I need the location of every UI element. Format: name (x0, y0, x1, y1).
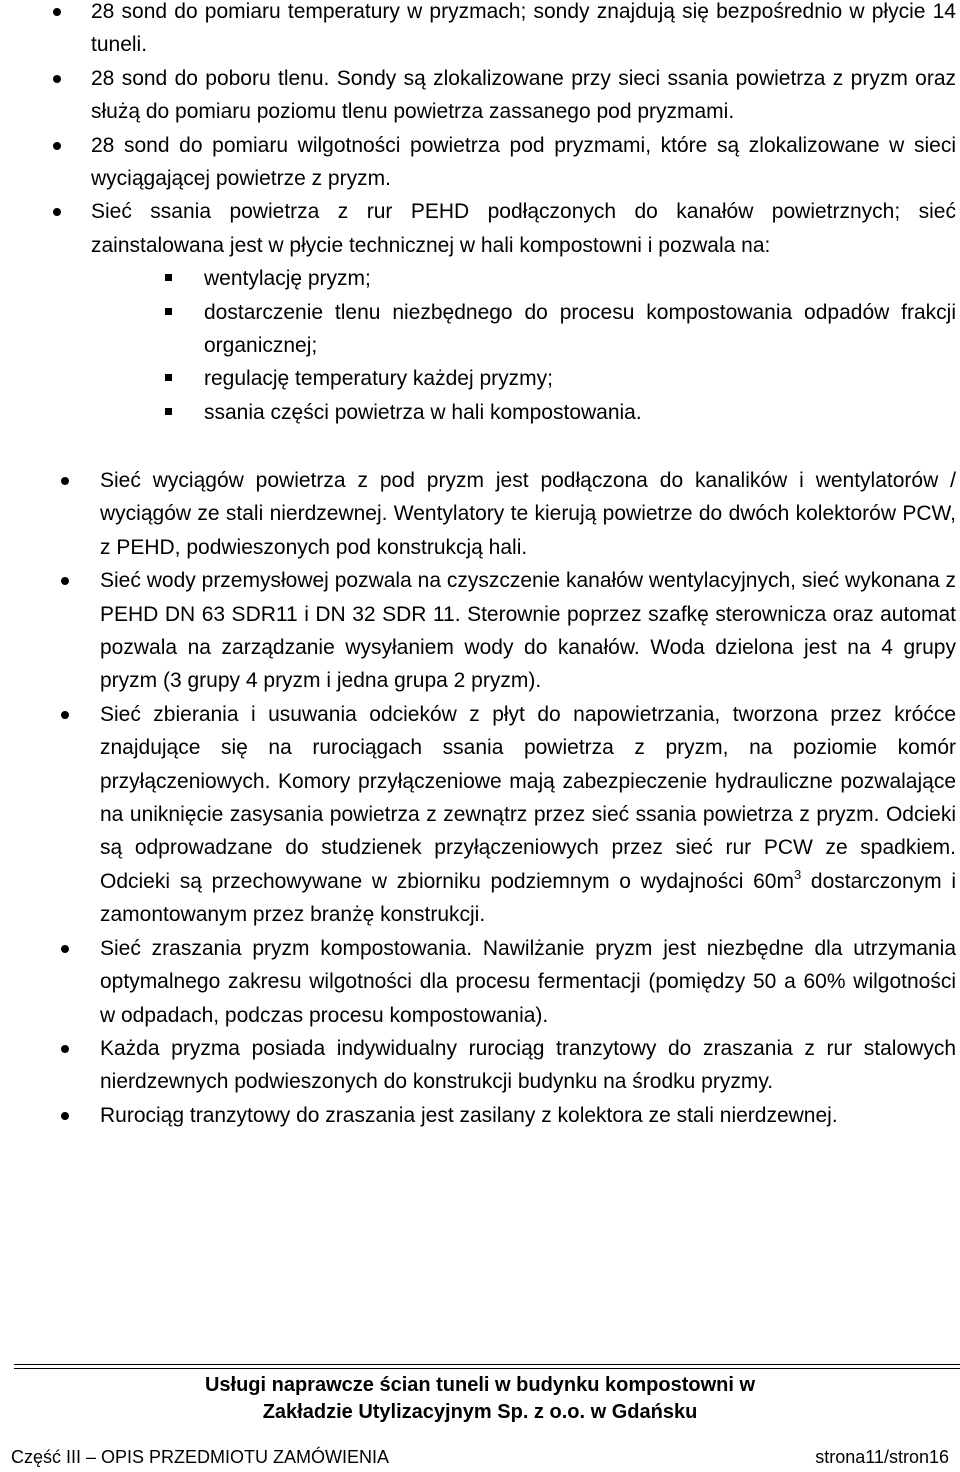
sub-item-text: dostarczenie tlenu niezbędnego do procesu kompostowania odpadów frakcji organicznej; (204, 300, 956, 358)
footer-title-line: Usługi naprawcze ścian tuneli w budynku kompostowni w (204, 1374, 756, 1396)
footer-section-label: Część III – OPIS PRZEDMIOTU ZAMÓWIENIA (11, 1447, 390, 1467)
paragraph: 28 sond do poboru tlenu. Sondy są zlokalizowane przy sieci ssania powietrza z pryzm oraz służą do pomiaru poziomu tlenu powietrza zassanego pod pryzmami. (91, 66, 956, 124)
list-item (0, 129, 960, 196)
sub-item-text: regulację temperatury każdej pryzmy; (204, 367, 553, 391)
installations-list (0, 464, 960, 1132)
paragraph: Sieć zraszania pryzm kompostowania. Nawilżanie pryzm jest niezbędne dla utrzymania optymalnego zakresu wilgotności dla procesu fermentacji (pomiędzy 50 a 60% wilgotności w odpadach, podczas procesu kompostowania). (100, 936, 956, 1027)
footer-divider (14, 1364, 960, 1365)
sub-list (0, 262, 960, 429)
bullet-icon (61, 945, 69, 953)
list-item (0, 932, 960, 1032)
bullet-icon (53, 8, 61, 16)
list-item (0, 1099, 960, 1132)
paragraph: 28 sond do pomiaru wilgotności powietrza pod pryzmami, które są zlokalizowane w sieci wyciągającej powietrze z pryzm. (91, 133, 956, 191)
bullet-icon (53, 208, 61, 216)
list-item (0, 0, 960, 62)
square-bullet-icon (165, 308, 172, 315)
square-bullet-icon (165, 408, 172, 415)
bullet-icon (61, 577, 69, 585)
bullet-icon (61, 1045, 69, 1053)
list-item (0, 698, 960, 932)
paragraph: Każda pryzma posiada indywidualny rurociąg tranzytowy do zraszania z rur stalowych nierdzewnych podwieszonych do konstrukcji budynku na środku pryzmy. (100, 1036, 956, 1094)
sub-list-item (204, 296, 956, 363)
footer-divider (14, 1368, 960, 1369)
list-item (0, 564, 960, 698)
sub-item-text: wentylację pryzm; (204, 267, 371, 291)
sub-item-text: ssania części powietrza w hali kompostowania. (204, 400, 642, 424)
bullet-icon (61, 711, 69, 719)
paragraph: Sieć wyciągów powietrza z pod pryzm jest podłączona do kanalików i wentylatorów / wyciągów ze stali nierdzewnej. Wentylatory te kierują powietrze do dwóch kolektorów PCW, z PEHD, podwieszonych pod konstrukcją hali. (100, 469, 956, 559)
bullet-icon (61, 477, 69, 485)
bullet-icon (53, 142, 61, 150)
page-number: strona11/stron16 (815, 1447, 949, 1467)
paragraph-text: Sieć zbierania i usuwania odcieków z płyt do napowietrzania, tworzona przez króćce znajdujące się na rurociągach ssania powietrza z pryzm, na poziomie komór przyłączeniowych. Komory przyłączeniowe mają zabezpieczenie hydrauliczne pozwalające na uniknięcie zasysania powietrza z zewnątrz przez sieć ssania powietrza z pryzm. Odcieki są odprowadzane do studzienek przyłączeniowych przez sieć rur PCW ze spadkiem. Odcieki są przechowywane w zbiorniku podziemnym o wydajności 60m (100, 702, 956, 893)
list-item (0, 1032, 960, 1099)
paragraph: Rurociąg tranzytowy do zraszania jest zasilany z kolektora ze stali nierdzewnej. (100, 1103, 838, 1127)
list-item (0, 464, 960, 564)
footer-title-line: Zakładzie Utylizacyjnym Sp. z o.o. w Gdańsku (262, 1401, 698, 1423)
paragraph: 28 sond do pomiaru temperatury w pryzmach; sondy znajdują się bezpośrednio w płycie 14 tuneli. (91, 0, 956, 57)
sub-list-item (204, 396, 956, 429)
square-bullet-icon (165, 274, 172, 281)
paragraph-text: dostarczonym i zamontowanym przez branżę konstrukcji. (100, 869, 956, 927)
sub-list-item (204, 362, 956, 395)
superscript: 3 (793, 866, 802, 882)
square-bullet-icon (165, 374, 172, 381)
bullet-icon (61, 1112, 69, 1120)
sub-list-item (204, 262, 956, 295)
bullet-icon (53, 75, 61, 83)
list-item (0, 62, 960, 129)
paragraph: Sieć wody przemysłowej pozwala na czyszczenie kanałów wentylacyjnych, sieć wykonana z PEHD DN 63 SDR11 i DN 32 SDR 11. Sterownie poprzez szafkę sterownicza oraz automat pozwala na zarządzanie wysyłaniem wody do kanałów. Woda dzielona jest na 4 grupy pryzm (3 grupy 4 pryzm i jedna grupa 2 pryzm). (100, 569, 956, 693)
footer-title (0, 1372, 960, 1426)
paragraph: Sieć ssania powietrza z rur PEHD podłączonych do kanałów powietrznych; sieć zainstalowana jest w płycie technicznej w hali kompostowni i pozwala na: (91, 200, 956, 257)
list-item (0, 195, 960, 429)
paragraph (100, 698, 956, 932)
measurement-probes-list (0, 0, 960, 429)
